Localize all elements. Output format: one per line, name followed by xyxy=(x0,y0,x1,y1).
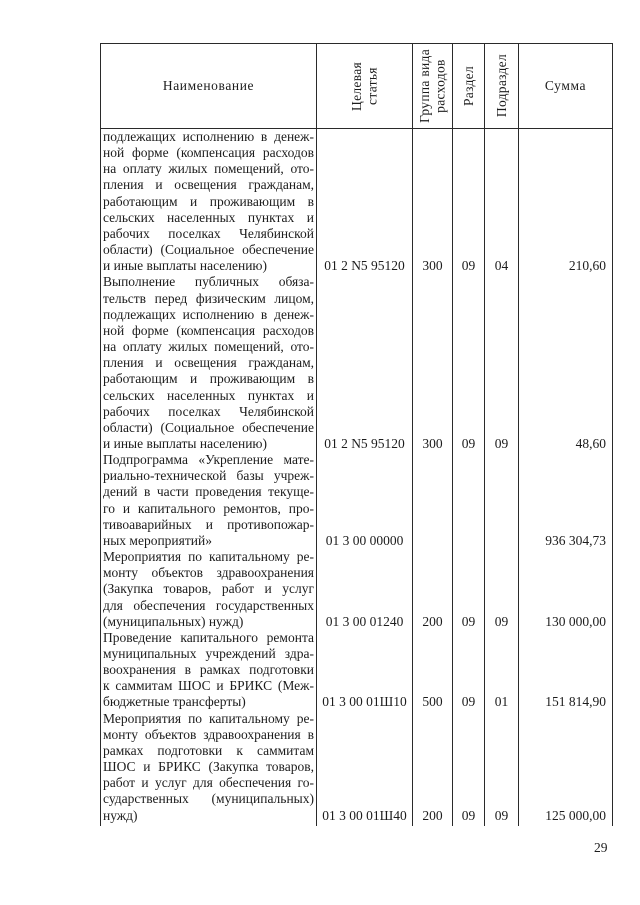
header-expense-group-label xyxy=(417,49,448,123)
row-name-line: рабочих поселках Челябинской xyxy=(103,225,314,241)
row-name-line: к саммитам ШОС и БРИКС (Меж- xyxy=(103,678,314,694)
row-amount: 936 304,73 xyxy=(519,452,613,549)
row-amount: 210,60 xyxy=(519,129,613,275)
header-line: Целевая xyxy=(349,61,364,111)
row-name-line: монту объектов здравоохранения в xyxy=(103,726,314,742)
row-expense-group xyxy=(413,452,453,549)
row-name-cell xyxy=(101,129,317,275)
row-name-line: рамках подготовки к саммитам xyxy=(103,742,314,758)
table-row xyxy=(101,129,613,275)
row-name-cell xyxy=(101,274,317,452)
page-number: 29 xyxy=(594,840,608,855)
header-amount xyxy=(519,44,613,129)
row-expense-group: 200 xyxy=(413,549,453,630)
row-expense-group: 300 xyxy=(413,274,453,452)
row-amount: 125 000,00 xyxy=(519,711,613,826)
row-name-line: воохранения в рамках подготовки xyxy=(103,662,314,678)
row-subsection: 01 xyxy=(485,630,519,711)
header-expense-group xyxy=(413,44,453,129)
row-name-line: работ и услуг для обеспечения го- xyxy=(103,775,314,791)
header-section-label xyxy=(461,66,477,106)
row-name-line: ной форме (компенсация расходов xyxy=(103,322,314,338)
row-name-line: пления и освещения гражданам, xyxy=(103,177,314,193)
row-name-line: (муниципальных) нужд) xyxy=(103,613,244,629)
header-section xyxy=(453,44,485,129)
header-name-label: Наименование xyxy=(162,77,255,93)
row-section: 09 xyxy=(453,274,485,452)
header-line: Группа вида xyxy=(417,49,432,123)
row-expense-group: 500 xyxy=(413,630,453,711)
row-name-line: риально-технической базы учреж- xyxy=(103,468,314,484)
row-name-line: на оплату жилых помещений, ото- xyxy=(103,339,314,355)
row-name-line: и иные выплаты населению) xyxy=(103,258,268,274)
row-name-line: тельств перед физическим лицом, xyxy=(103,290,314,306)
row-name-line: и иные выплаты населению) xyxy=(103,435,268,451)
row-name-line: нужд) xyxy=(103,807,138,823)
header-line: расходов xyxy=(432,59,448,113)
row-name-line: Проведение капитального ремонта xyxy=(103,629,314,645)
row-amount: 151 814,90 xyxy=(519,630,613,711)
row-name-line: Мероприятия по капитальному ре- xyxy=(103,549,314,565)
row-name-line: тивоаварийных и противопожар- xyxy=(103,516,314,532)
header-line: Раздел xyxy=(460,66,476,106)
table-row xyxy=(101,630,613,711)
row-name-line: Мероприятия по капитальному ре- xyxy=(103,710,314,726)
row-name-line: бюджетные трансферты) xyxy=(103,694,246,710)
row-name-line: пления и освещения гражданам, xyxy=(103,355,314,371)
row-name-line: Подпрограмма «Укрепление мате- xyxy=(103,452,314,468)
row-section: 09 xyxy=(453,711,485,826)
row-name-line: для обеспечения государственных xyxy=(103,597,314,613)
header-line: статья xyxy=(364,67,380,105)
budget-table xyxy=(100,43,613,826)
row-name-line: сударственных (муниципальных) xyxy=(103,791,314,807)
row-section: 09 xyxy=(453,630,485,711)
row-expense-group: 300 xyxy=(413,129,453,275)
row-name-line: дений в части проведения текуще- xyxy=(103,484,314,500)
row-name-line: сельских населенных пунктах и xyxy=(103,387,314,403)
row-name-line: на оплату жилых помещений, ото- xyxy=(103,161,314,177)
table-row xyxy=(101,711,613,826)
row-section xyxy=(453,452,485,549)
row-target-article: 01 2 N5 95120 xyxy=(317,129,413,275)
row-amount: 130 000,00 xyxy=(519,549,613,630)
row-subsection: 09 xyxy=(485,274,519,452)
row-name-cell xyxy=(101,711,317,826)
row-target-article: 01 3 00 01Ш10 xyxy=(317,630,413,711)
row-name-line: Выполнение публичных обяза- xyxy=(103,274,314,290)
row-subsection: 04 xyxy=(485,129,519,275)
row-name-line: ШОС и БРИКС (Закупка товаров, xyxy=(103,759,314,775)
row-name-line: подлежащих исполнению в денеж- xyxy=(103,306,314,322)
row-target-article: 01 3 00 00000 xyxy=(317,452,413,549)
row-name-cell xyxy=(101,452,317,549)
row-name-line: го и капитального ремонтов, про- xyxy=(103,500,314,516)
row-target-article: 01 2 N5 95120 xyxy=(317,274,413,452)
row-name-line: рабочих поселках Челябинской xyxy=(103,403,314,419)
row-name-line: подлежащих исполнению в денеж- xyxy=(103,129,314,144)
row-subsection: 09 xyxy=(485,549,519,630)
row-name-cell xyxy=(101,549,317,630)
table-row xyxy=(101,549,613,630)
row-name-cell xyxy=(101,630,317,711)
header-target-article-label xyxy=(349,62,380,111)
header-line: Подраздел xyxy=(493,54,509,118)
row-name-line: работающим и проживающим в xyxy=(103,371,314,387)
row-name-line: сельских населенных пунктах и xyxy=(103,209,314,225)
row-amount: 48,60 xyxy=(519,274,613,452)
row-section: 09 xyxy=(453,549,485,630)
header-target-article xyxy=(317,44,413,129)
row-subsection: 09 xyxy=(485,711,519,826)
table-row xyxy=(101,274,613,452)
row-target-article: 01 3 00 01240 xyxy=(317,549,413,630)
row-name-line: ных мероприятий» xyxy=(103,532,212,548)
row-name-line: ной форме (компенсация расходов xyxy=(103,145,314,161)
row-section: 09 xyxy=(453,129,485,275)
header-name xyxy=(101,44,317,129)
row-subsection xyxy=(485,452,519,549)
row-name-line: (Закупка товаров, работ и услуг xyxy=(103,581,314,597)
row-name-line: муниципальных учреждений здра- xyxy=(103,646,314,661)
row-name-line: монту объектов здравоохранения xyxy=(103,565,314,581)
row-name-line: области) (Социальное обеспечение xyxy=(103,242,314,258)
header-amount-label: Сумма xyxy=(544,77,587,93)
row-target-article: 01 3 00 01Ш40 xyxy=(317,711,413,826)
header-subsection xyxy=(485,44,519,129)
row-expense-group: 200 xyxy=(413,711,453,826)
table-header-row xyxy=(101,44,613,129)
row-name-line: работающим и проживающим в xyxy=(103,193,314,209)
row-name-line: области) (Социальное обеспечение xyxy=(103,419,314,435)
table-row xyxy=(101,452,613,549)
header-subsection-label xyxy=(494,54,510,117)
